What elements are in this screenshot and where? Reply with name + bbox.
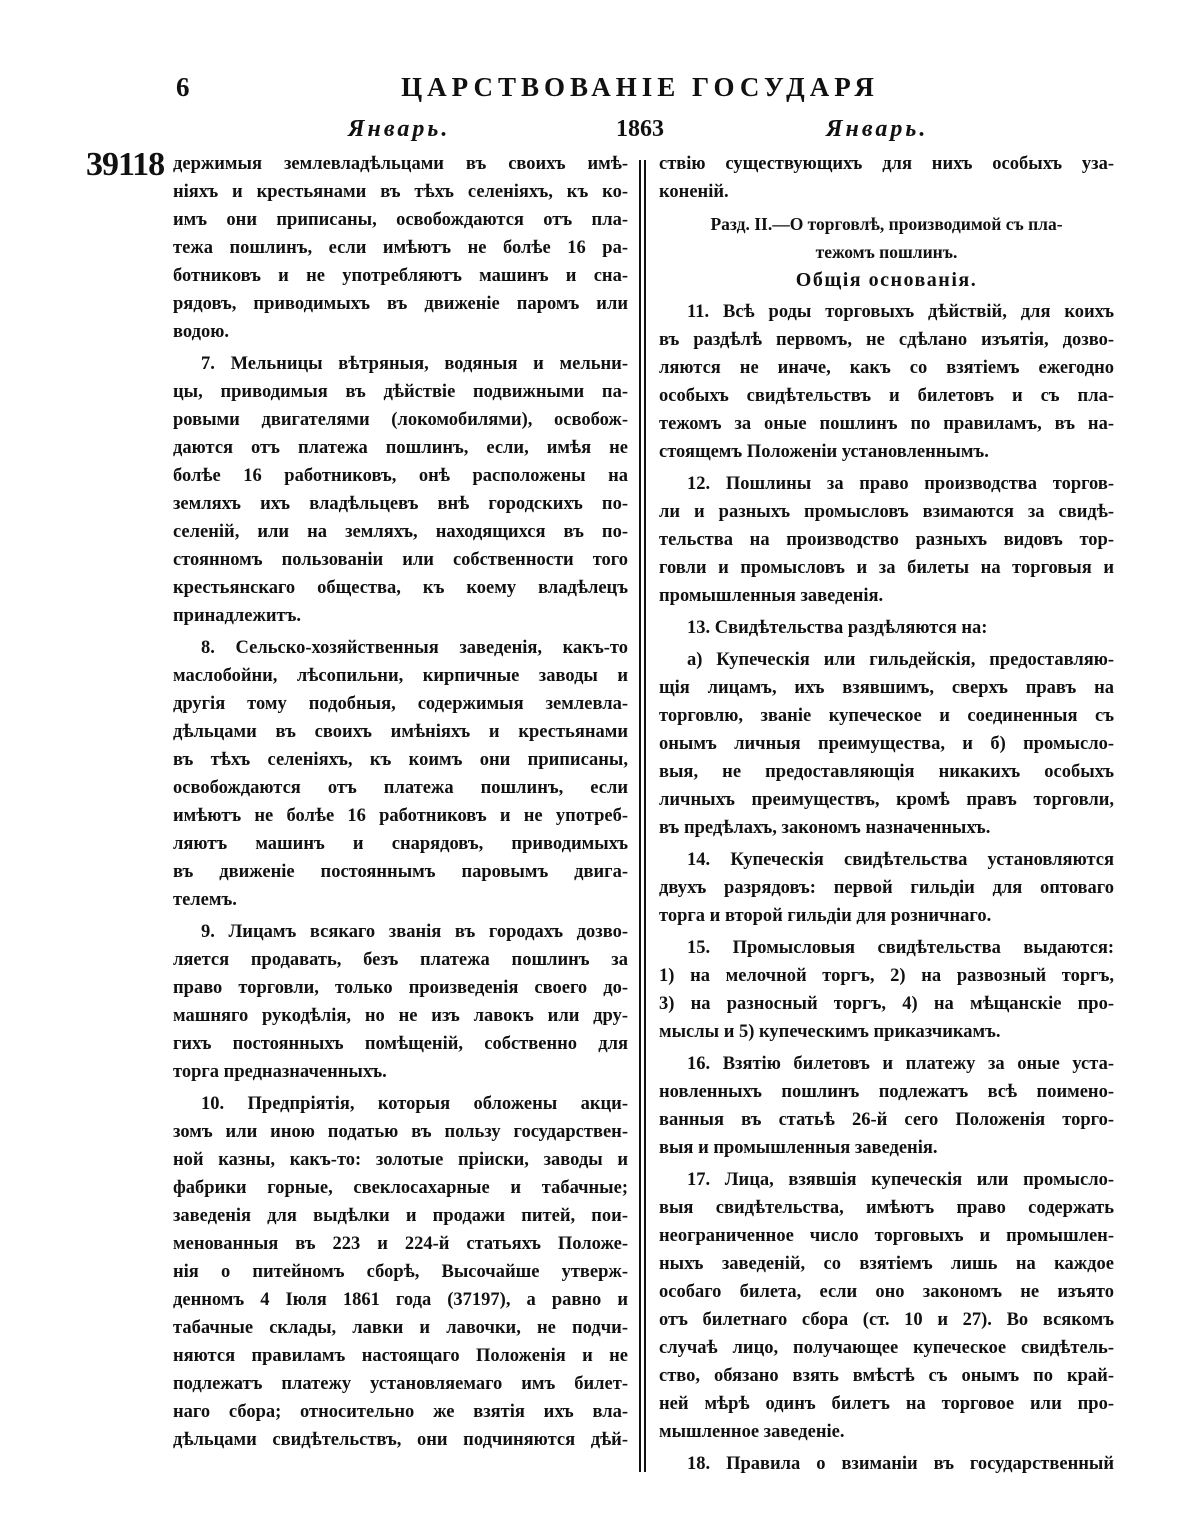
text-line: машняго рукодѣлія, но не изъ лавокъ или дру-: [173, 1006, 628, 1026]
text-line: двухъ разрядовъ: первой гильдіи для оптоваго: [659, 878, 1114, 898]
text-line: стоянномъ пользованіи или собственности того: [173, 550, 628, 570]
text-line: освобождаются отъ платежа пошлинъ, если: [173, 778, 628, 798]
text-line: ботниковъ и не употребляютъ машинъ и сна-: [173, 266, 628, 286]
text-line: торга предназначенныхъ.: [173, 1062, 387, 1082]
text-line: 8. Сельско-хозяйственныя заведенія, какъ-то: [201, 638, 628, 658]
text-line: имъ они приписаны, освобождаются отъ пла-: [173, 210, 628, 230]
text-line: ней мѣрѣ одинъ билетъ на торговое или про-: [659, 1394, 1114, 1414]
text-line: 3) на разносный торгъ, 4) на мѣщанскіе про-: [659, 994, 1114, 1014]
text-line: няются правиламъ настоящаго Положенія и не: [173, 1346, 628, 1366]
text-line: ной казны, какъ-то: золотые пріиски, заводы и: [173, 1150, 628, 1170]
text-line: 18. Правила о взиманіи въ государственный: [687, 1454, 1114, 1474]
text-line: торга и второй гильдіи для розничнаго.: [659, 906, 992, 926]
text-line: дѣльцами въ своихъ имѣніяхъ и крестьянами: [173, 722, 628, 742]
text-line: имѣютъ не болѣе 16 работниковъ и не употреб-: [173, 806, 628, 826]
month-right: Январь.: [826, 116, 929, 142]
text-line: табачные склады, лавки и лавочки, не подчи-: [173, 1318, 628, 1338]
text-line: выя, не предоставляющія никакихъ особыхъ: [659, 762, 1114, 782]
article-paragraph: [173, 918, 628, 1086]
text-line: зомъ или иною податью въ пользу государствен-: [173, 1122, 628, 1142]
text-line: выя свидѣтельства, имѣютъ право содержать: [659, 1198, 1114, 1218]
text-line: рядовъ, приводимыхъ въ движеніе паромъ или: [173, 294, 628, 314]
text-line: неограниченное число торговыхъ и промышлен-: [659, 1226, 1114, 1246]
text-line: отъ билетнаго сбора (ст. 10 и 27). Во всякомъ: [659, 1310, 1114, 1330]
text-line: селеній, или на земляхъ, находящихся въ по-: [173, 522, 628, 542]
text-line: ровыми двигателями (локомобилями), освобож-: [173, 410, 628, 430]
text-line: коненій.: [659, 182, 729, 202]
text-line: гихъ постоянныхъ помѣщеній, собственно для: [173, 1034, 628, 1054]
text-line: мыслы и 5) купеческимъ приказчикамъ.: [659, 1022, 1001, 1042]
text-line: ныхъ заведеній, со взятіемъ лишь на каждое: [659, 1254, 1114, 1274]
text-line: тежа пошлинъ, если имѣютъ не болѣе 16 ра-: [173, 238, 628, 258]
text-line: тежомъ за оные пошлинъ по правиламъ, въ на-: [659, 414, 1114, 434]
article-paragraph: [659, 1050, 1114, 1162]
text-line: ніяхъ и крестьянами въ тѣхъ селеніяхъ, къ ко-: [173, 182, 628, 202]
article-paragraph: [659, 1450, 1114, 1478]
text-line: земляхъ ихъ владѣльцевъ внѣ городскихъ по-: [173, 494, 628, 514]
article-paragraph: [659, 1166, 1114, 1446]
text-line: денномъ 4 Іюля 1861 года (37197), а равно и: [173, 1290, 628, 1310]
text-line: 1) на мелочной торгъ, 2) на развозный торгъ,: [659, 966, 1114, 986]
text-line: Общія основанія.: [795, 269, 978, 291]
text-line: болѣе 16 работниковъ, онѣ расположены на: [173, 466, 628, 486]
text-line: а) Купеческія или гильдейскія, предоставляю-: [687, 650, 1114, 670]
left-column: [173, 150, 628, 1454]
article-paragraph: [659, 298, 1114, 466]
text-line: заведенія для выдѣлки и продажи питей, пои-: [173, 1206, 628, 1226]
section-heading: [659, 210, 1114, 266]
text-line: ляются не иначе, какъ со взятіемъ ежегодно: [659, 358, 1114, 378]
text-line: въ движеніе постояннымъ паровымъ двига-: [173, 862, 628, 882]
section-heading: [659, 266, 1114, 294]
text-line: 7. Мельницы вѣтряныя, водяныя и мельни-: [201, 354, 628, 374]
text-line: нія о питейномъ сборѣ, Высочайше утверж-: [173, 1262, 628, 1282]
text-line: 12. Пошлины за право производства торгов-: [687, 474, 1114, 494]
article-paragraph: [659, 614, 1114, 642]
article-paragraph: [659, 934, 1114, 1046]
text-line: ванныя въ статьѣ 26-й сего Положенія торго-: [659, 1110, 1114, 1130]
text-line: телемъ.: [173, 890, 237, 910]
running-title: ЦАРСТВОВАНІЕ ГОСУДАРЯ: [401, 72, 879, 102]
law-number: 39118: [86, 146, 165, 183]
text-line: фабрики горные, свеклосахарные и табачные;: [173, 1178, 628, 1198]
text-line: 9. Лицамъ всякаго званія въ городахъ дозво-: [201, 922, 628, 942]
right-column: [659, 150, 1114, 1478]
text-line: говли и промысловъ и за билеты на торговыя и: [659, 558, 1114, 578]
text-line: промышленныя заведенія.: [659, 586, 884, 606]
text-line: 16. Взятію билетовъ и платежу за оные уста-: [687, 1054, 1114, 1074]
text-line: новленныхъ пошлинъ подлежатъ всѣ поимено-: [659, 1082, 1114, 1102]
text-line: 14. Купеческія свидѣтельства установляются: [687, 850, 1114, 870]
text-line: тельства на производство разныхъ видовъ тор-: [659, 530, 1114, 550]
text-line: 10. Предпріятія, которыя обложены акци-: [201, 1094, 628, 1114]
text-line: тежомъ пошлинъ.: [815, 242, 958, 262]
article-paragraph: [659, 846, 1114, 930]
text-line: маслобойни, лѣсопильни, кирпичные заводы и: [173, 666, 628, 686]
text-line: случаѣ лицо, получающее купеческое свидѣтель-: [659, 1338, 1114, 1358]
text-line: наго сбора; относительно же взятія ихъ вла-: [173, 1402, 628, 1422]
text-line: ство, обязано взять вмѣстѣ съ онымъ по край-: [659, 1366, 1114, 1386]
article-paragraph: [659, 470, 1114, 610]
text-line: право торговли, только произведенія своего до-: [173, 978, 628, 998]
article-paragraph: [173, 634, 628, 914]
text-line: 17. Лица, взявшія купеческія или промысло-: [687, 1170, 1114, 1190]
year: 1863: [616, 116, 664, 142]
text-line: въ предѣлахъ, закономъ назначенныхъ.: [659, 818, 991, 838]
text-line: ствію существующихъ для нихъ особыхъ уза-: [659, 154, 1114, 174]
article-paragraph: [173, 1090, 628, 1454]
continued-paragraph: [659, 150, 1114, 206]
text-line: ляется продавать, безъ платежа пошлинъ за: [173, 950, 628, 970]
text-line: ляютъ машинъ и снарядовъ, приводимыхъ: [173, 834, 628, 854]
text-line: стоящемъ Положеніи установленнымъ.: [659, 442, 989, 462]
article-paragraph: [173, 350, 628, 630]
text-line: личныхъ преимуществъ, кромѣ правъ торговли,: [659, 790, 1114, 810]
text-line: водою.: [173, 322, 229, 342]
text-line: другія тому подобныя, содержимыя землевла-: [173, 694, 628, 714]
text-line: дѣльцами свидѣтельствъ, они подчиняются дѣй-: [173, 1430, 628, 1450]
text-line: въ раздѣлѣ первомъ, не сдѣлано изъятія, дозво-: [659, 330, 1114, 350]
text-line: 11. Всѣ роды торговыхъ дѣйствій, для коихъ: [687, 302, 1114, 322]
continued-paragraph: [173, 150, 628, 346]
text-line: менованныя въ 223 и 224-й статьяхъ Положе-: [173, 1234, 628, 1254]
month-left: Январь.: [348, 116, 451, 142]
text-line: цы, приводимыя въ дѣйствіе подвижными па-: [173, 382, 628, 402]
page-number: 6: [176, 72, 190, 102]
text-line: даются отъ платежа пошлинъ, если, имѣя не: [173, 438, 628, 458]
text-line: Разд. II.—О торговлѣ, производимой съ пла-: [710, 214, 1063, 234]
text-line: 15. Промысловыя свидѣтельства выдаются:: [687, 938, 1114, 958]
text-line: особаго билета, если оно закономъ не изъято: [659, 1282, 1114, 1302]
column-divider: [639, 160, 646, 1472]
text-line: особыхъ свидѣтельствъ и билетовъ и съ пла-: [659, 386, 1114, 406]
text-line: держимыя землевладѣльцами въ своихъ имѣ-: [173, 154, 628, 174]
article-paragraph: [659, 646, 1114, 842]
text-line: ли и разныхъ промысловъ взимаются за свидѣ-: [659, 502, 1114, 522]
text-line: мышленное заведеніе.: [659, 1422, 845, 1442]
text-line: подлежатъ платежу установляемаго имъ билет-: [173, 1374, 628, 1394]
text-line: крестьянскаго общества, къ коему владѣлецъ: [173, 578, 628, 598]
text-line: выя и промышленныя заведенія.: [659, 1138, 938, 1158]
text-line: онымъ личныя преимущества, и б) промысло-: [659, 734, 1114, 754]
text-line: торговлю, званіе купеческое и соединенныя съ: [659, 706, 1114, 726]
text-line: щія лицамъ, ихъ взявшимъ, сверхъ правъ на: [659, 678, 1114, 698]
text-line: принадлежитъ.: [173, 606, 302, 626]
text-line: въ тѣхъ селеніяхъ, къ коимъ они приписаны,: [173, 750, 628, 770]
text-line: 13. Свидѣтельства раздѣляются на:: [687, 618, 988, 638]
